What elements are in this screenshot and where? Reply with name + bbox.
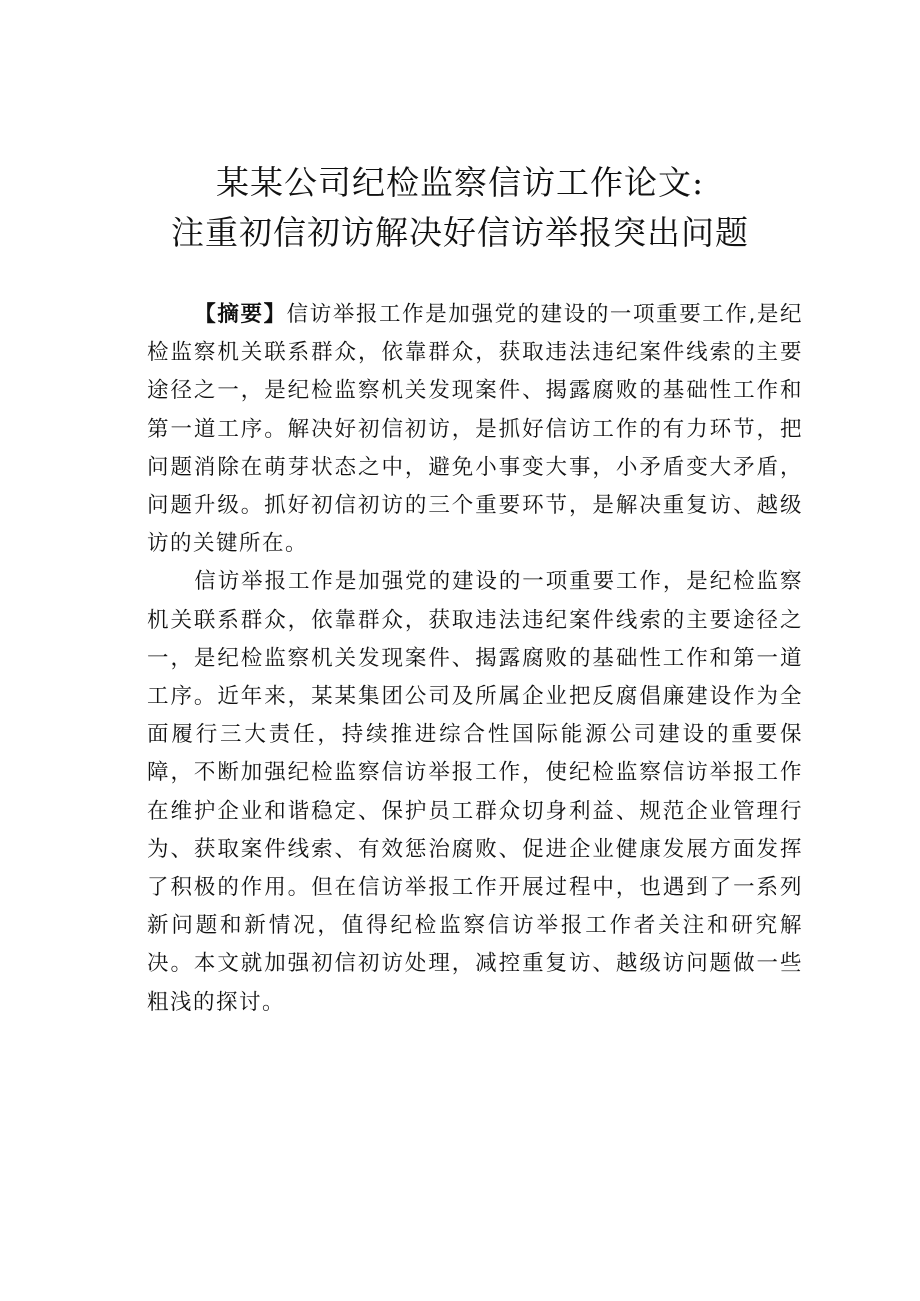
abstract-paragraph bbox=[147, 296, 803, 563]
body-paragraph-1: 信访举报工作是加强党的建设的一项重要工作，是纪检监察机关联系群众，依靠群众，获取违法违纪案件线索的主要途径之一，是纪检监察机关发现案件、揭露腐败的基础性工作和第一道工序。近年来，某某集团公司及所属企业把反腐倡廉建设作为全面履行三大责任，持续推进综合性国际能源公司建设的重要保障，不断加强纪检监察信访举报工作，使纪检监察信访举报工作在维护企业和谐稳定、保护员工群众切身利益、规范企业管理行为、获取案件线索、有效惩治腐败、促进企业健康发展方面发挥了积极的作用。但在信访举报工作开展过程中，也遇到了一系列新问题和新情况，值得纪检监察信访举报工作者关注和研究解决。本文就加强初信初访处理，减控重复访、越级访问题做一些粗浅的探讨。 bbox=[147, 569, 803, 1015]
abstract-text: 信访举报工作是加强党的建设的一项重要工作,是纪检监察机关联系群众，依靠群众，获取违法违纪案件线索的主要途径之一，是纪检监察机关发现案件、揭露腐败的基础性工作和第一道工序。解决好初信初访，是抓好信访工作的有力环节，把问题消除在萌芽状态之中，避免小事变大事，小矛盾变大矛盾，问题升级。抓好初信初访的三个重要环节，是解决重复访、越级访的关键所在。 bbox=[147, 302, 803, 557]
title-line-2: 注重初信初访解决好信访举报突出问题 bbox=[171, 213, 749, 252]
abstract-label: 【摘要】 bbox=[194, 302, 287, 327]
document-title bbox=[0, 158, 920, 258]
title-line-1: 某某公司纪检监察信访工作论文: bbox=[215, 163, 705, 202]
document-body bbox=[147, 296, 803, 1022]
